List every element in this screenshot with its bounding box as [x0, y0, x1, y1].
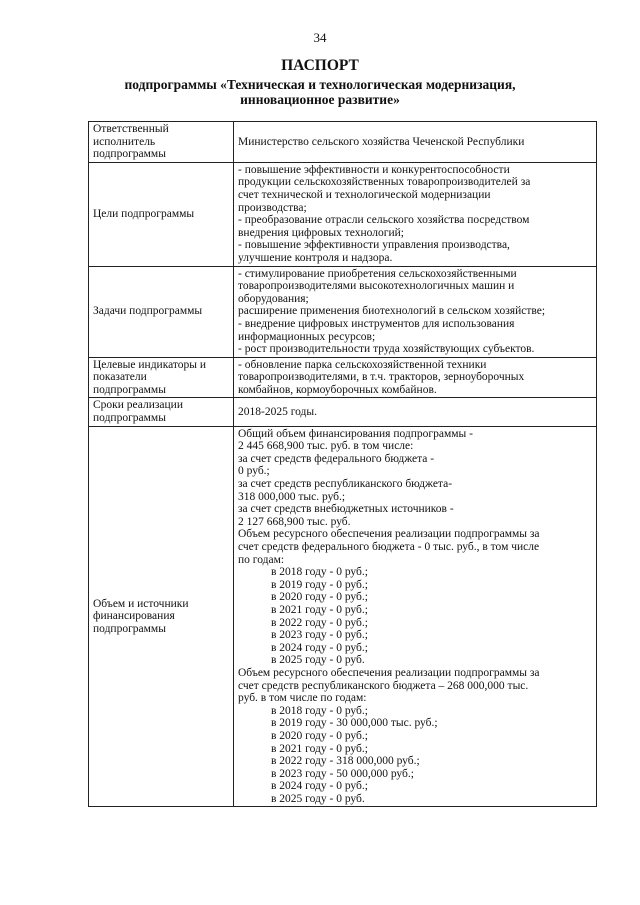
republican-year-line: в 2020 году - 0 руб.; [271, 729, 368, 742]
value-line: информационных ресурсов; [238, 330, 376, 343]
page-title: ПАСПОРТ [281, 57, 359, 74]
value-line: - рост производительности труда хозяйствующих субъектов. [238, 343, 535, 356]
value-line: Объем ресурсного обеспечения реализации подпрограммы за [238, 666, 540, 679]
republican-year-line: в 2018 году - 0 руб.; [271, 704, 368, 717]
table-row [89, 162, 597, 266]
value-line: продукции сельскохозяйственных товаропроизводителей за [238, 176, 531, 189]
value-line: по годам: [238, 553, 285, 566]
federal-year-line: в 2024 году - 0 руб.; [271, 641, 368, 654]
value-line: за счет средств внебюджетных источников - [238, 503, 454, 516]
value-line: товаропроизводителями, в т.ч. тракторов, зерноуборочных [238, 371, 525, 384]
value-line: руб. в том числе по годам: [238, 692, 367, 705]
value-line: расширение применения биотехнологий в сельском хозяйстве; [238, 305, 546, 318]
row-value [234, 426, 597, 807]
value-line: счет средств республиканского бюджета – 268 000,000 тыс. [238, 679, 529, 692]
value-line: Общий объем финансирования подпрограммы - [238, 427, 473, 440]
label-line: показатели [93, 371, 147, 384]
label-line: подпрограммы [93, 148, 166, 161]
row-label [89, 398, 234, 426]
value-line: 2 127 668,900 тыс. руб. [238, 515, 351, 528]
row-label [89, 162, 234, 266]
value-line: 0 руб.; [238, 465, 270, 478]
row-value [234, 122, 597, 163]
label-line: Ответственный [93, 123, 169, 135]
subtitle-line: подпрограммы «Техническая и технологическая модернизация, [124, 77, 516, 92]
value-line: счет технической и технологической модернизации [238, 188, 491, 201]
label-line: подпрограммы [93, 383, 166, 396]
label-line: исполнитель [93, 135, 156, 148]
value-line: товаропроизводителями высокотехнологичных машин и [238, 280, 515, 293]
table-row [89, 266, 597, 357]
value-line: - повышение эффективности и конкурентоспособности [238, 163, 510, 176]
value-line: - обновление парка сельскохозяйственной техники [238, 358, 487, 371]
value-line: счет средств федерального бюджета - 0 тыс. руб., в том числе [238, 541, 540, 553]
value-line: - внедрение цифровых инструментов для использования [238, 317, 515, 330]
label-line: Сроки реализации [93, 399, 183, 412]
federal-year-line: в 2023 году - 0 руб.; [271, 629, 368, 642]
value-line: за счет средств федерального бюджета - [238, 452, 435, 465]
row-label [89, 266, 234, 357]
label-line: Задачи подпрограммы [93, 305, 203, 318]
table-row [89, 426, 597, 807]
value-line: комбайнов, кормоуборочных комбайнов. [238, 383, 437, 396]
page-subtitle [90, 78, 550, 107]
label-line: подпрограммы [93, 412, 166, 425]
federal-year-line: в 2018 году - 0 руб.; [271, 566, 368, 579]
republican-year-line: в 2023 году - 50 000,000 руб.; [271, 767, 414, 780]
republican-year-line: в 2021 году - 0 руб.; [271, 742, 368, 755]
subtitle-line: инновационное развитие» [240, 91, 400, 107]
label-line: Цели подпрограммы [93, 207, 195, 220]
value-line: улучшение контроля и надзора. [238, 251, 393, 264]
federal-year-line: в 2020 году - 0 руб.; [271, 591, 368, 604]
label-line: Объем и источники [93, 597, 189, 610]
value-line: - повышение эффективности управления производства, [238, 239, 510, 252]
table-row [89, 357, 597, 398]
value-line: Объем ресурсного обеспечения реализации подпрограммы за [238, 528, 540, 541]
federal-year-line: в 2021 году - 0 руб.; [271, 603, 368, 616]
row-value [234, 162, 597, 266]
federal-year-line: в 2019 году - 0 руб.; [271, 578, 368, 591]
row-label [89, 122, 234, 163]
table-row [89, 398, 597, 426]
value-line: производства; [238, 201, 307, 214]
value-line: оборудования; [238, 292, 309, 305]
row-label [89, 426, 234, 807]
republican-year-line: в 2022 году - 318 000,000 руб.; [271, 755, 420, 768]
republican-year-line: в 2025 году - 0 руб. [271, 792, 365, 805]
row-label [89, 357, 234, 398]
federal-year-line: в 2025 году - 0 руб. [271, 654, 365, 667]
label-line: Целевые индикаторы и [93, 358, 207, 371]
row-value [234, 266, 597, 357]
value-line: 2018-2025 годы. [238, 405, 318, 418]
page-number: 34 [313, 30, 327, 45]
label-line: финансирования [93, 610, 175, 623]
federal-year-line: в 2022 году - 0 руб.; [271, 616, 368, 629]
table-row [89, 122, 597, 163]
value-line: - преобразование отрасли сельского хозяйства посредством [238, 214, 530, 227]
value-line: 2 445 668,900 тыс. руб. в том числе: [238, 440, 414, 453]
row-value [234, 398, 597, 426]
value-line: за счет средств республиканского бюджета- [238, 478, 453, 491]
value-line: - стимулирование приобретения сельскохозяйственными [238, 267, 517, 280]
passport-table [88, 121, 597, 807]
row-value [234, 357, 597, 398]
republican-year-line: в 2019 году - 30 000,000 тыс. руб.; [271, 717, 438, 730]
value-line: внедрения цифровых технологий; [238, 226, 404, 239]
value-line: Министерство сельского хозяйства Чеченской Республики [238, 135, 525, 148]
label-line: подпрограммы [93, 622, 166, 635]
value-line: 318 000,000 тыс. руб.; [238, 490, 346, 503]
republican-year-line: в 2024 году - 0 руб.; [271, 780, 368, 793]
